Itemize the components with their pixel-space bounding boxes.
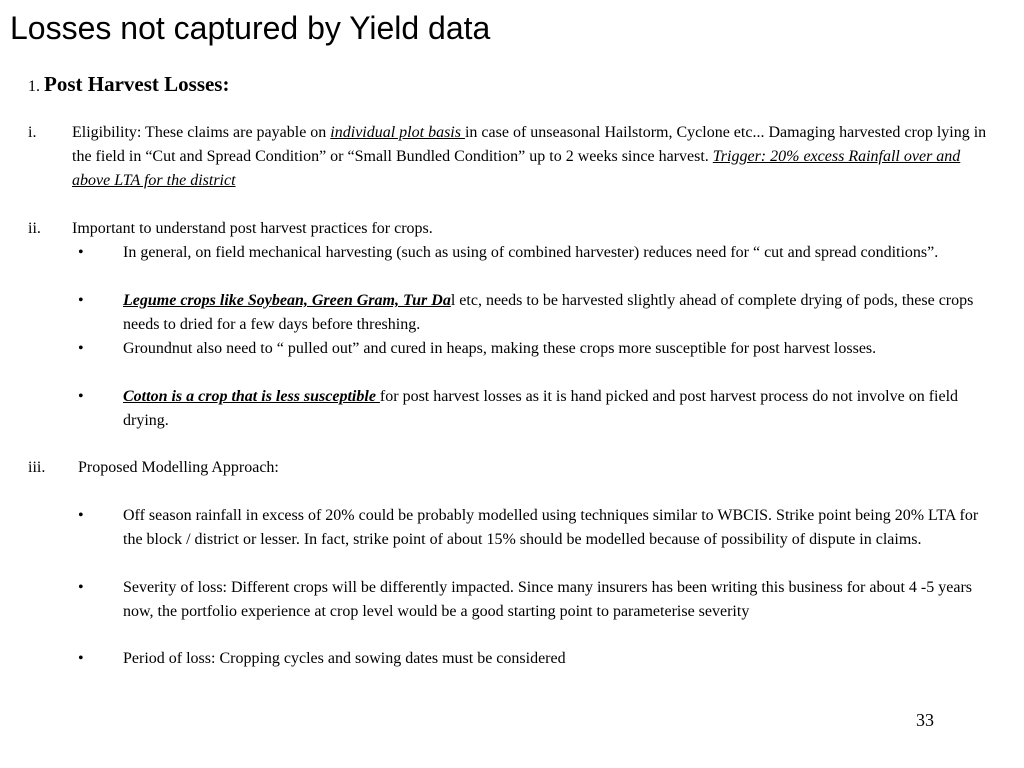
bullet: • bbox=[78, 650, 84, 667]
legume-rest: l etc, needs to be harvested slightly ahead of complete drying of pods, these crops needs to dried for a few days before threshing. bbox=[123, 292, 974, 333]
section-heading bbox=[28, 72, 229, 97]
practice-bullet-1: In general, on field mechanical harvesting (such as using of combined harvester) reduces need for “ cut and spread conditions”. bbox=[123, 244, 939, 261]
item-marker-i: i. bbox=[28, 124, 37, 141]
eligibility-text-post: in case of unseasonal Hailstorm, Cyclone etc... Damaging harvested crop lying in the field in “Cut and Spread Condition” or “Small Bundled Condition” up to 2 weeks since harvest. bbox=[72, 124, 987, 165]
bullet: • bbox=[78, 507, 84, 524]
item-eligibility bbox=[72, 121, 992, 193]
section-heading-text: Post Harvest Losses: bbox=[44, 72, 230, 96]
practice-bullet-2 bbox=[123, 289, 993, 337]
item-modelling: Proposed Modelling Approach: bbox=[78, 459, 279, 476]
eligibility-trigger: Trigger: 20% excess Rainfall over and above LTA for the district bbox=[72, 148, 961, 189]
modelling-bullet-2: Severity of loss: Different crops will be differently impacted. Since many insurers has been writing this business for about 4 -5 years now, the portfolio experience at crop level would be a good starting point to parameterise severity bbox=[123, 579, 972, 620]
bullet: • bbox=[78, 579, 84, 596]
bullet: • bbox=[78, 388, 84, 405]
modelling-bullet-1: Off season rainfall in excess of 20% could be probably modelled using techniques similar to WBCIS. Strike point being 20% LTA for the block / district or lesser. In fact, strike point of about 15% should be modelled because of possibility of dispute in claims. bbox=[123, 507, 979, 548]
legume-bold: Legume crops like Soybean, Green Gram, Tur Da bbox=[123, 292, 451, 309]
cotton-bold: Cotton is a crop that is less susceptible bbox=[123, 388, 380, 405]
item-marker-ii: ii. bbox=[28, 220, 41, 237]
bullet: • bbox=[78, 292, 84, 309]
eligibility-underline: individual plot basis bbox=[330, 124, 465, 141]
item-practices: Important to understand post harvest practices for crops. bbox=[72, 220, 433, 237]
item-marker-iii: iii. bbox=[28, 459, 46, 476]
practice-bullet-4 bbox=[123, 385, 993, 433]
eligibility-text-pre: Eligibility: These claims are payable on bbox=[72, 124, 331, 141]
cotton-rest: for post harvest losses as it is hand picked and post harvest process do not involve on field drying. bbox=[123, 388, 959, 429]
modelling-bullet-3: Period of loss: Cropping cycles and sowing dates must be considered bbox=[123, 650, 566, 667]
bullet: • bbox=[78, 340, 84, 357]
section-number: 1. bbox=[28, 78, 40, 95]
slide-title: Losses not captured by Yield data bbox=[10, 10, 491, 46]
practice-bullet-3: Groundnut also need to “ pulled out” and cured in heaps, making these crops more susceptible for post harvest losses. bbox=[123, 340, 877, 357]
bullet: • bbox=[78, 244, 84, 261]
page-number: 33 bbox=[916, 710, 934, 730]
